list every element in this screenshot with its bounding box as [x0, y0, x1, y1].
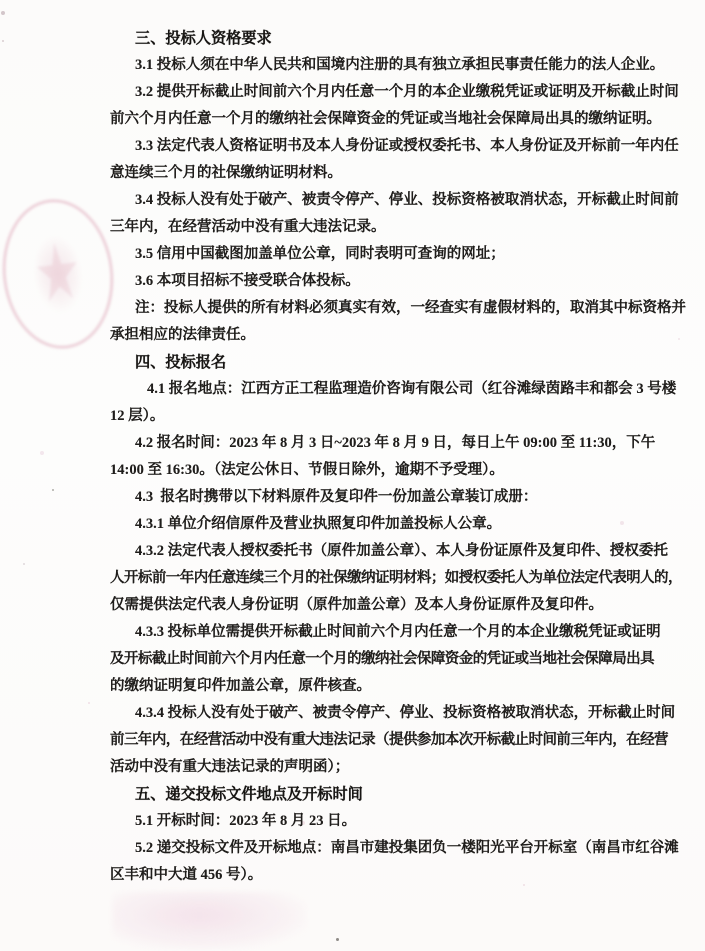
- section-heading-bid-registration: 四、投标报名: [135, 354, 227, 371]
- clause-3-1: 3.1 投标人须在中华人民共和国境内注册的具有独立承担民事责任能力的法人企业。: [135, 57, 665, 73]
- clause-4-1-line1: 4.1 报名地点：江西方正工程监理造价咨询有限公司（红谷滩绿茵路丰和都会 3 号楼: [147, 381, 677, 397]
- clause-3-3-line2: 意连续三个月的社保缴纳证明材料。: [110, 165, 342, 181]
- note-line2: 承担相应的法律责任。: [110, 327, 255, 343]
- clause-4-3-4-line1: 4.3.4 投标人没有处于破产、被责令停产、停业、投标资格被取消状态，开标截止时间: [135, 705, 676, 721]
- clause-3-4-line1: 3.4 投标人没有处于破产、被责令停产、停业、投标资格被取消状态，开标截止时间前: [135, 192, 679, 208]
- clause-3-2-line2: 前六个月内任意一个月的缴纳社会保障资金的凭证或当地社会保障局出具的缴纳证明。: [110, 111, 661, 127]
- clause-5-2-line1: 5.2 递交投标文件及开标地点：南昌市建投集团负一楼阳光平台开标室（南昌市红谷滩: [135, 840, 679, 856]
- clause-3-3-line1: 3.3 法定代表人资格证明书及本人身份证或授权委托书、本人身份证及开标前一年内任: [135, 138, 679, 154]
- section-heading-bidder-qualification: 三、投标人资格要求: [135, 30, 272, 47]
- clause-4-3-4-line3: 活动中没有重大违法记录的声明函）；: [110, 759, 350, 775]
- clause-3-6: 3.6 本项目招标不接受联合体投标。: [135, 273, 360, 289]
- clause-4-3-1: 4.3.1 单位介绍信原件及营业执照复印件加盖投标人公章。: [135, 516, 502, 532]
- clause-4-3-3-line1: 4.3.3 投标单位需提供开标截止时间前六个月内任意一个月的本企业缴税凭证或证明: [135, 624, 661, 640]
- scan-smudge: [112, 892, 307, 950]
- clause-4-3-2-line2: 人开标前一年内任意连续三个月的社保缴纳证明材料；如授权委托人为单位法定代表明人的，: [110, 570, 682, 586]
- clause-4-3-3-line3: 的缴纳证明复印件加盖公章，原件核查。: [110, 678, 371, 694]
- scan-speckles: [0, 0, 2, 2]
- clause-5-2-line2: 区丰和中大道 456 号）。: [110, 867, 263, 883]
- scan-speck: [336, 938, 339, 941]
- document-text-block: [110, 25, 686, 889]
- note-line1: 注：投标人提供的所有材料必须真实有效，一经查实有虚假材料的，取消其中标资格并: [135, 300, 686, 316]
- clause-4-2-line1: 4.2 报名时间：2023 年 8 月 3 日~2023 年 8 月 9 日，每日上午 09:00 至 11:30，下午: [135, 435, 656, 451]
- clause-4-3-2-line3: 仅需提供法定代表人身份证明（原件加盖公章）及本人身份证原件及复印件。: [110, 597, 603, 613]
- clause-4-2-line2: 14:00 至 16:30。（法定公休日、节假日除外，逾期不予受理）。: [110, 462, 504, 478]
- section-heading-bid-submission: 五、递交投标文件地点及开标时间: [135, 786, 363, 803]
- clause-3-5: 3.5 信用中国截图加盖单位公章，同时表明可查询的网址；: [135, 246, 505, 262]
- clause-3-4-line2: 三年内，在经营活动中没有重大违法记录。: [110, 219, 386, 235]
- clause-5-1: 5.1 开标时间：2023 年 8 月 23 日。: [135, 813, 357, 829]
- clause-4-1-line2: 12 层）。: [110, 408, 165, 424]
- clause-4-3: 4.3 报名时携带以下材料原件及复印件一份加盖公章装订成册：: [135, 489, 538, 505]
- clause-4-3-3-line2: 及开标截止时间前六个月内任意一个月的缴纳社会保障资金的凭证或当地社会保障局出具: [110, 651, 655, 667]
- clause-4-3-2-line1: 4.3.2 法定代表人授权委托书（原件加盖公章）、本人身份证原件及复印件、授权委托: [135, 543, 668, 559]
- clause-3-2-line1: 3.2 提供开标截止时间前六个月内任意一个月的本企业缴税凭证或证明及开标截止时间: [135, 84, 679, 100]
- clause-4-3-4-line2: 前三年内，在经营活动中没有重大违法记录（提供参加本次开标截止时间前三年内，在经营: [110, 732, 668, 748]
- bleed-through-seal-stamp: [0, 193, 122, 355]
